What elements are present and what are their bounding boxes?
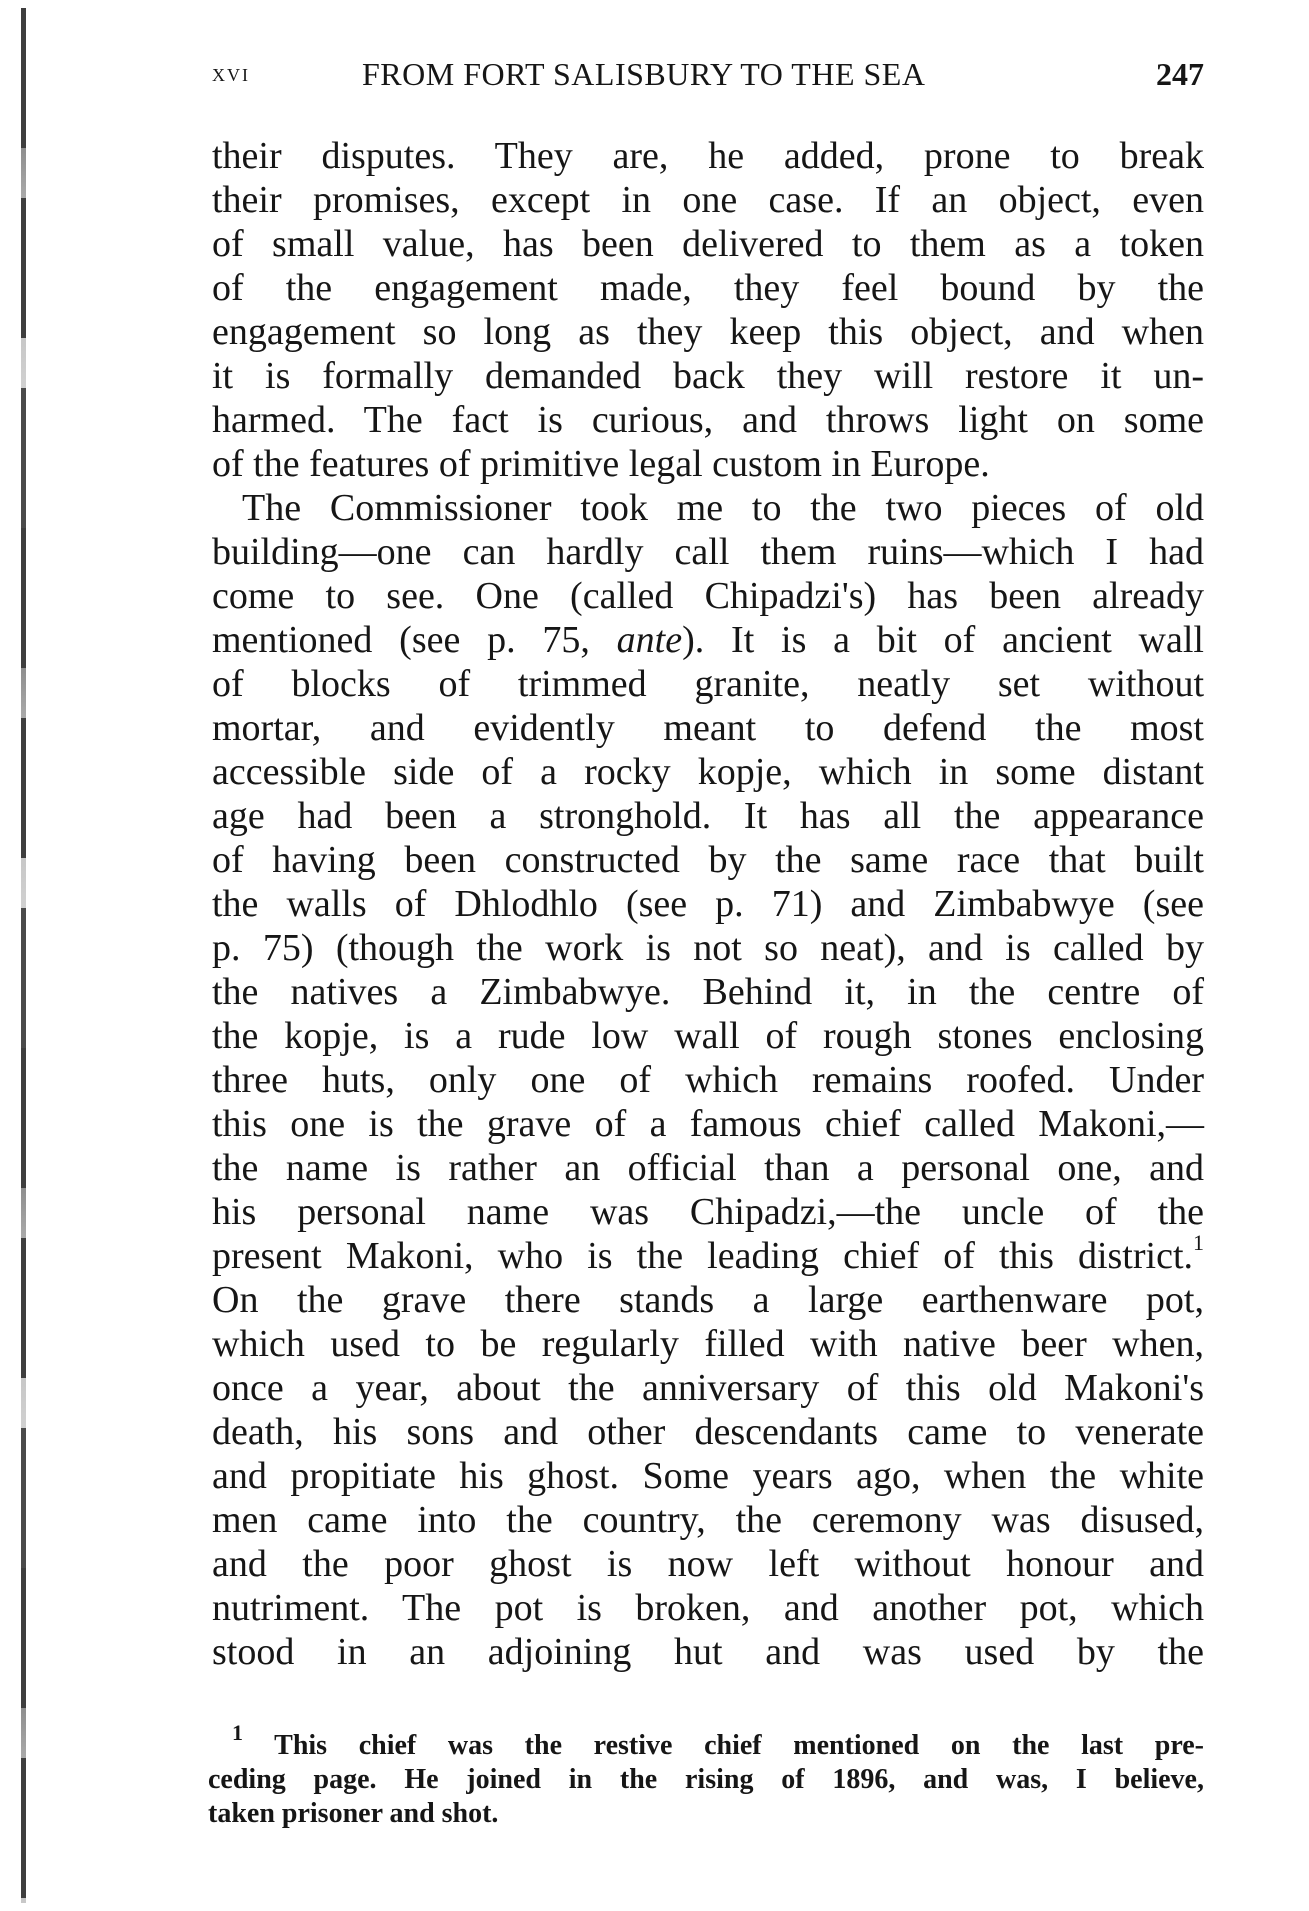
- text-line: nutriment. The pot is broken, and another pot, which: [212, 1587, 1204, 1629]
- chapter-number: xvi: [212, 60, 250, 87]
- text-line: harmed. The fact is curious, and throws light on some: [212, 399, 1204, 441]
- text-segment: ). It is a bit of ancient wall: [682, 619, 1204, 661]
- text-line: death, his sons and other descendants came to venerate: [212, 1411, 1204, 1453]
- text-line: building—one can hardly call them ruins—which I had: [212, 531, 1204, 573]
- text-line: their disputes. They are, he added, prone to break: [212, 135, 1204, 177]
- footnote-reference: 1: [1193, 1230, 1204, 1256]
- text-line: this one is the grave of a famous chief called Makoni,—: [212, 1103, 1204, 1145]
- body-text: [212, 134, 1204, 1674]
- italic-word: ante: [616, 619, 683, 661]
- text-line: men came into the country, the ceremony was disused,: [212, 1499, 1204, 1541]
- text-line-with-italic: [212, 618, 1204, 662]
- text-segment: This chief was the restive chief mentioned on the last pre-: [274, 1730, 1204, 1761]
- text-line: the name is rather an official than a personal one, and: [212, 1147, 1204, 1189]
- text-line: of having been constructed by the same race that built: [212, 839, 1204, 881]
- text-line: of blocks of trimmed granite, neatly set without: [212, 663, 1204, 705]
- text-line: of small value, has been delivered to them as a token: [212, 223, 1204, 265]
- binding-edge: [0, 0, 16, 1911]
- text-line: their promises, except in one case. If an object, even: [212, 179, 1204, 221]
- running-head: [212, 56, 1204, 104]
- text-line: come to see. One (called Chipadzi's) has been already: [212, 575, 1204, 617]
- text-segment: present Makoni, who is the leading chief of this district.: [212, 1235, 1193, 1277]
- text-line: of the engagement made, they feel bound by the: [212, 267, 1204, 309]
- text-line: and the poor ghost is now left without honour and: [212, 1543, 1204, 1585]
- text-line: once a year, about the anniversary of this old Makoni's: [212, 1367, 1204, 1409]
- text-line: stood in an adjoining hut and was used by the: [212, 1631, 1204, 1673]
- text-line: accessible side of a rocky kopje, which in some distant: [212, 751, 1204, 793]
- text-line: which used to be regularly filled with native beer when,: [212, 1323, 1204, 1365]
- text-line: the natives a Zimbabwye. Behind it, in the centre of: [212, 971, 1204, 1013]
- text-line: mortar, and evidently meant to defend the most: [212, 707, 1204, 749]
- footnote-line: [208, 1719, 1204, 1763]
- footnote: [208, 1719, 1204, 1831]
- footnote-line: taken prisoner and shot.: [208, 1798, 499, 1829]
- text-line: of the features of primitive legal custom in Europe.: [212, 443, 990, 485]
- text-line: p. 75) (though the work is not so neat), and is called by: [212, 927, 1204, 969]
- page-number: 247: [1156, 56, 1204, 92]
- binding-shadow: [21, 8, 26, 1903]
- text-line: engagement so long as they keep this object, and when: [212, 311, 1204, 353]
- text-line-with-footnote-ref: [212, 1230, 1204, 1278]
- paragraph-start-line: The Commissioner took me to the two pieces of old: [242, 487, 1204, 529]
- text-line: three huts, only one of which remains roofed. Under: [212, 1059, 1204, 1101]
- footnote-line: ceding page. He joined in the rising of 1896, and was, I believe,: [208, 1764, 1204, 1795]
- footnote-marker: 1: [232, 1719, 243, 1745]
- text-line: his personal name was Chipadzi,—the uncle of the: [212, 1191, 1204, 1233]
- text-line: it is formally demanded back they will restore it un-: [212, 355, 1204, 397]
- text-line: On the grave there stands a large earthenware pot,: [212, 1279, 1204, 1321]
- text-line: the kopje, is a rude low wall of rough stones enclosing: [212, 1015, 1204, 1057]
- chapter-title: FROM FORT SALISBURY TO THE SEA: [362, 56, 926, 92]
- text-segment: mentioned (see p. 75,: [212, 619, 617, 661]
- text-line: the walls of Dhlodhlo (see p. 71) and Zimbabwye (see: [212, 883, 1204, 925]
- text-line: and propitiate his ghost. Some years ago, when the white: [212, 1455, 1204, 1497]
- text-line: age had been a stronghold. It has all the appearance: [212, 795, 1204, 837]
